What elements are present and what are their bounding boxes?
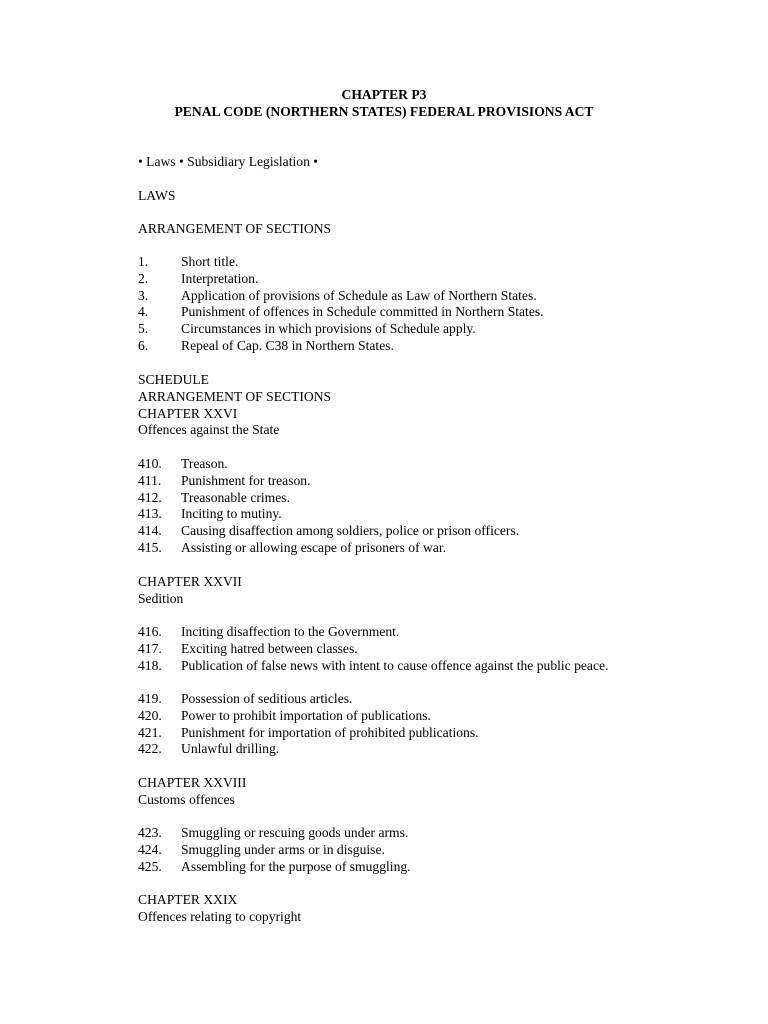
sections-list bbox=[138, 254, 738, 355]
arrangement-label: ARRANGEMENT OF SECTIONS bbox=[138, 221, 332, 236]
section-row bbox=[138, 271, 738, 288]
chapter-xxvii-sections-a bbox=[138, 624, 738, 674]
chapter-xxviii-heading bbox=[138, 775, 738, 809]
chapter-subtitle: Offences against the State bbox=[138, 422, 280, 438]
section-row bbox=[138, 825, 738, 842]
section-title: Short title. bbox=[181, 254, 239, 269]
chapter-title: CHAPTER XXVII bbox=[138, 574, 242, 589]
section-number: 421. bbox=[138, 724, 162, 740]
chapter-title: CHAPTER XXVI bbox=[138, 405, 238, 421]
section-row bbox=[138, 691, 738, 708]
section-row bbox=[138, 641, 738, 658]
section-row bbox=[138, 506, 738, 523]
section-number: 410. bbox=[138, 456, 162, 471]
chapter-heading: CHAPTER P3 bbox=[341, 87, 427, 102]
section-title: Possession of seditious articles. bbox=[181, 691, 353, 706]
section-row bbox=[138, 708, 738, 725]
section-row bbox=[138, 741, 738, 758]
section-title: Punishment for treason. bbox=[181, 472, 311, 488]
section-row bbox=[138, 338, 738, 355]
chapter-xxvi-sections bbox=[138, 456, 738, 557]
laws-label-block bbox=[138, 188, 738, 205]
chapter-xxix-heading bbox=[138, 892, 738, 926]
section-row bbox=[138, 321, 738, 338]
chapter-subtitle: Sedition bbox=[138, 590, 184, 606]
section-title: Repeal of Cap. C38 in Northern States. bbox=[181, 337, 394, 353]
section-row bbox=[138, 624, 738, 641]
section-title: Smuggling under arms or in disguise. bbox=[181, 841, 385, 857]
laws-label: LAWS bbox=[138, 188, 176, 203]
section-title: Causing disaffection among soldiers, police or prison officers. bbox=[181, 523, 520, 539]
section-number: 1. bbox=[138, 254, 149, 269]
section-title: Inciting to mutiny. bbox=[181, 506, 282, 522]
section-row bbox=[138, 473, 738, 490]
nav-links: • Laws • Subsidiary Legislation • bbox=[138, 154, 319, 169]
section-number: 411. bbox=[138, 472, 162, 488]
section-number: 416. bbox=[138, 624, 162, 639]
act-title: PENAL CODE (NORTHERN STATES) FEDERAL PROVISIONS ACT bbox=[174, 104, 594, 119]
section-row bbox=[138, 859, 738, 876]
section-number: 3. bbox=[138, 287, 149, 303]
section-title: Application of provisions of Schedule as Law of Northern States. bbox=[181, 287, 537, 303]
section-title: Power to prohibit importation of publications. bbox=[181, 707, 431, 723]
section-row bbox=[138, 523, 738, 540]
schedule-heading-block bbox=[138, 372, 738, 439]
section-title: Smuggling or rescuing goods under arms. bbox=[181, 825, 409, 840]
chapter-title: CHAPTER XXVIII bbox=[138, 775, 247, 790]
section-row bbox=[138, 490, 738, 507]
chapter-subtitle: Customs offences bbox=[138, 791, 235, 807]
section-row bbox=[138, 288, 738, 305]
section-row bbox=[138, 540, 738, 557]
section-number: 423. bbox=[138, 825, 162, 840]
section-number: 413. bbox=[138, 506, 162, 522]
section-row bbox=[138, 658, 738, 675]
nav-line bbox=[138, 154, 738, 171]
section-title: Punishment for importation of prohibited publications. bbox=[181, 724, 479, 740]
section-title: Treason. bbox=[181, 456, 228, 471]
section-number: 5. bbox=[138, 321, 149, 337]
section-row bbox=[138, 456, 738, 473]
section-number: 412. bbox=[138, 489, 162, 505]
section-number: 418. bbox=[138, 657, 162, 673]
section-title: Assisting or allowing escape of prisoners of war. bbox=[181, 539, 447, 555]
section-title: Treasonable crimes. bbox=[181, 489, 290, 505]
section-number: 424. bbox=[138, 841, 162, 857]
section-number: 425. bbox=[138, 858, 162, 874]
section-number: 6. bbox=[138, 337, 149, 353]
section-title: Assembling for the purpose of smuggling. bbox=[181, 858, 411, 874]
section-title: Unlawful drilling. bbox=[181, 741, 280, 757]
section-number: 4. bbox=[138, 304, 149, 320]
arrangement-block bbox=[138, 221, 738, 238]
section-title: Interpretation. bbox=[181, 270, 259, 286]
section-number: 2. bbox=[138, 270, 149, 286]
chapter-subtitle: Offences relating to copyright bbox=[138, 908, 302, 924]
section-title: Punishment of offences in Schedule committed in Northern States. bbox=[181, 304, 544, 320]
section-title: Circumstances in which provisions of Schedule apply. bbox=[181, 321, 476, 337]
section-number: 422. bbox=[138, 741, 162, 757]
section-number: 414. bbox=[138, 523, 162, 539]
section-title: Inciting disaffection to the Government. bbox=[181, 624, 400, 639]
section-row bbox=[138, 254, 738, 271]
section-number: 420. bbox=[138, 707, 162, 723]
section-row bbox=[138, 842, 738, 859]
chapter-xxviii-sections bbox=[138, 825, 738, 875]
section-number: 419. bbox=[138, 691, 162, 706]
section-number: 415. bbox=[138, 539, 162, 555]
chapter-xxvii-heading bbox=[138, 574, 738, 608]
schedule-arrangement-label: ARRANGEMENT OF SECTIONS bbox=[138, 388, 332, 404]
section-title: Publication of false news with intent to cause offence against the public peace. bbox=[181, 657, 609, 673]
section-row bbox=[138, 304, 738, 321]
section-row bbox=[138, 725, 738, 742]
section-number: 417. bbox=[138, 640, 162, 656]
chapter-title: CHAPTER XXIX bbox=[138, 892, 238, 907]
section-title: Exciting hatred between classes. bbox=[181, 640, 358, 656]
schedule-label: SCHEDULE bbox=[138, 372, 209, 387]
chapter-xxvii-sections-b bbox=[138, 691, 738, 758]
